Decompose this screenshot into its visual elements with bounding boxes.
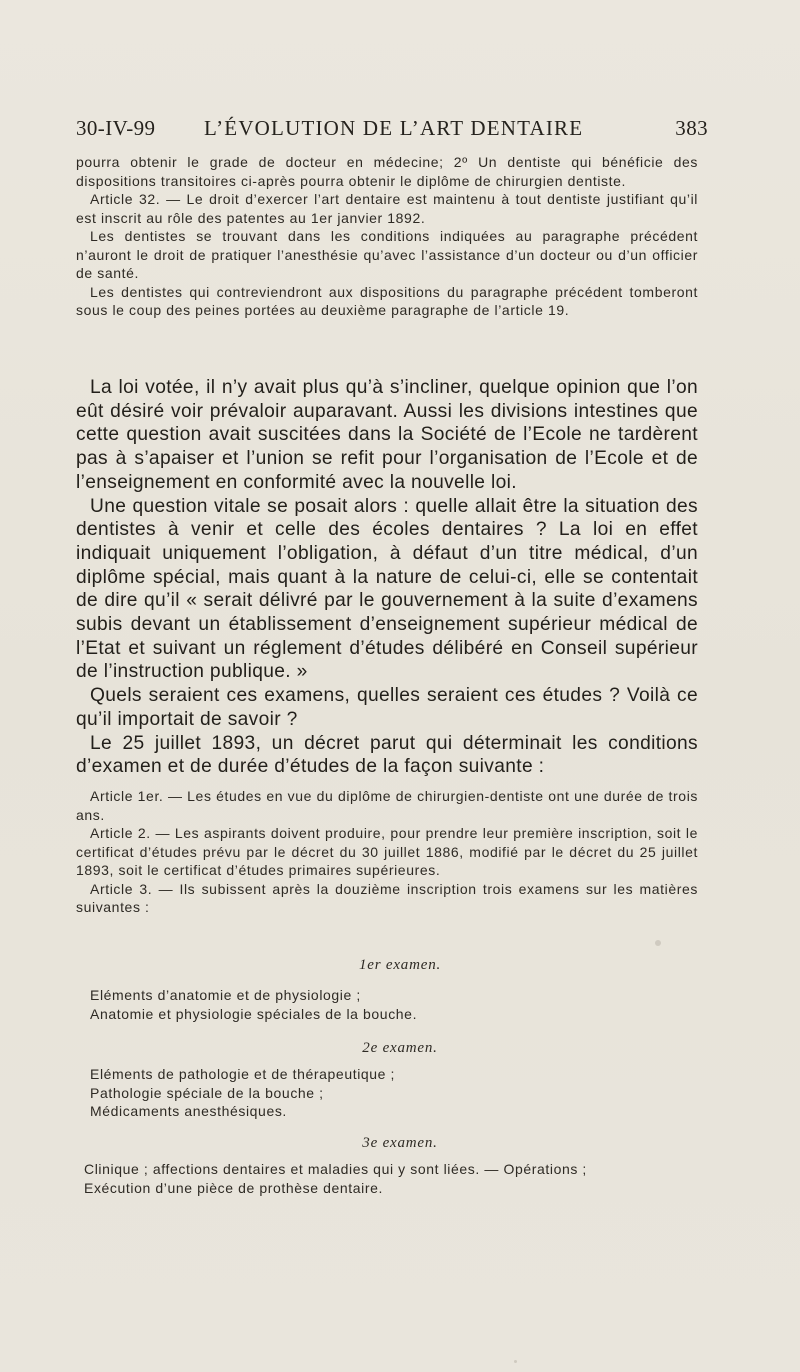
exam-title-2: 2e examen. [362, 1040, 438, 1056]
exam-title-1: 1er examen. [358, 957, 442, 973]
running-header [76, 116, 708, 144]
exam-item: Pathologie spéciale de la bouche ; [90, 1084, 324, 1101]
exam-list-2 [90, 1065, 395, 1121]
exam-item: Eléments de pathologie et de thérapeutique ; [90, 1066, 396, 1082]
exam-item: Eléments d’anatomie et de physiologie ; [90, 987, 361, 1003]
law-paragraph: pourra obtenir le grade de docteur en médecine; 2º Un dentiste qui bénéficie des dispositions transitoires ci-après pourra obtenir le diplôme de chirurgien dentiste. [76, 154, 698, 189]
decree-article: Article 2. — Les aspirants doivent produire, pour prendre leur première inscription, soit le certificat d’études prévu par le décret du 30 juillet 1886, modifié par le décret du 25 juillet 1893, soit le certificat d’études primaires supérieures. [76, 825, 698, 878]
exam-item: Anatomie et physiologie spéciales de la bouche. [90, 1005, 418, 1022]
body-paragraph: Une question vitale se posait alors : quelle allait être la situation des dentistes à venir et celle des écoles dentaires ? La loi en effet indiquait uniquement l’obligation, à défaut d’un titre médical, d’un diplôme spécial, mais quant à la nature de celui-ci, elle se contentait de dire qu’il « serait délivré par le gouvernement à la suite d’examens subis devant un établissement d’enseignement supérieur médical de l’Etat et suivant un réglement d’études délibéré en Conseil supérieur de l’instruction publique. » [76, 495, 698, 683]
header-date: 30-IV-99 [76, 116, 156, 140]
decree-article: Article 3. — Ils subissent après la douzième inscription trois examens sur les matières suivantes : [76, 880, 698, 915]
exam-title-3: 3e examen. [362, 1135, 438, 1151]
paper-speck [514, 1360, 517, 1363]
law-paragraph: Les dentistes se trouvant dans les conditions indiquées au paragraphe précédent n’auront le droit de pratiquer l’anesthésie qu’avec l’assistance d’un docteur ou d’un officier de santé. [76, 228, 698, 281]
header-title: L’ÉVOLUTION DE L’ART DENTAIRE [204, 116, 584, 140]
decree-articles [76, 787, 698, 917]
law-text-block [76, 153, 698, 320]
exam-item: Exécution d’une pièce de prothèse dentaire. [84, 1179, 383, 1196]
law-paragraph: Les dentistes qui contreviendront aux dispositions du paragraphe précédent tomberont sous le coup des peines portées au deuxième paragraphe de l’article 19. [76, 283, 698, 318]
exam-item: Médicaments anesthésiques. [90, 1103, 287, 1119]
body-paragraph: Quels seraient ces examens, quelles seraient ces études ? Voilà ce qu’il importait de savoir ? [76, 685, 698, 730]
page-number: 383 [675, 116, 708, 140]
exam-item: Clinique ; affections dentaires et maladies qui y sont liées. — Opérations ; [84, 1161, 587, 1177]
exam-list-1 [90, 986, 417, 1023]
exam-list-3 [84, 1160, 587, 1197]
decree-article: Article 1er. — Les études en vue du diplôme de chirurgien-dentiste ont une durée de trois ans. [76, 788, 698, 823]
paper-speck [655, 940, 661, 946]
main-text-block [76, 376, 698, 779]
body-paragraph: La loi votée, il n’y avait plus qu’à s’incliner, quelque opinion que l’on eût désiré voir prévaloir auparavant. Aussi les divisions intestines que cette question avait suscitées dans la Société de l’Ecole ne tardèrent pas à s’apaiser et l’union se refit pour l’organisation de l’Ecole et de l’enseignement en conformité avec la nouvelle loi. [76, 377, 698, 493]
body-paragraph: Le 25 juillet 1893, un décret parut qui déterminait les conditions d’examen et de durée d’études de la façon suivante : [76, 732, 698, 778]
law-paragraph: Article 32. — Le droit d’exercer l’art dentaire est maintenu à tout dentiste justifiant qu’il est inscrit au rôle des patentes au 1er janvier 1892. [76, 191, 698, 226]
